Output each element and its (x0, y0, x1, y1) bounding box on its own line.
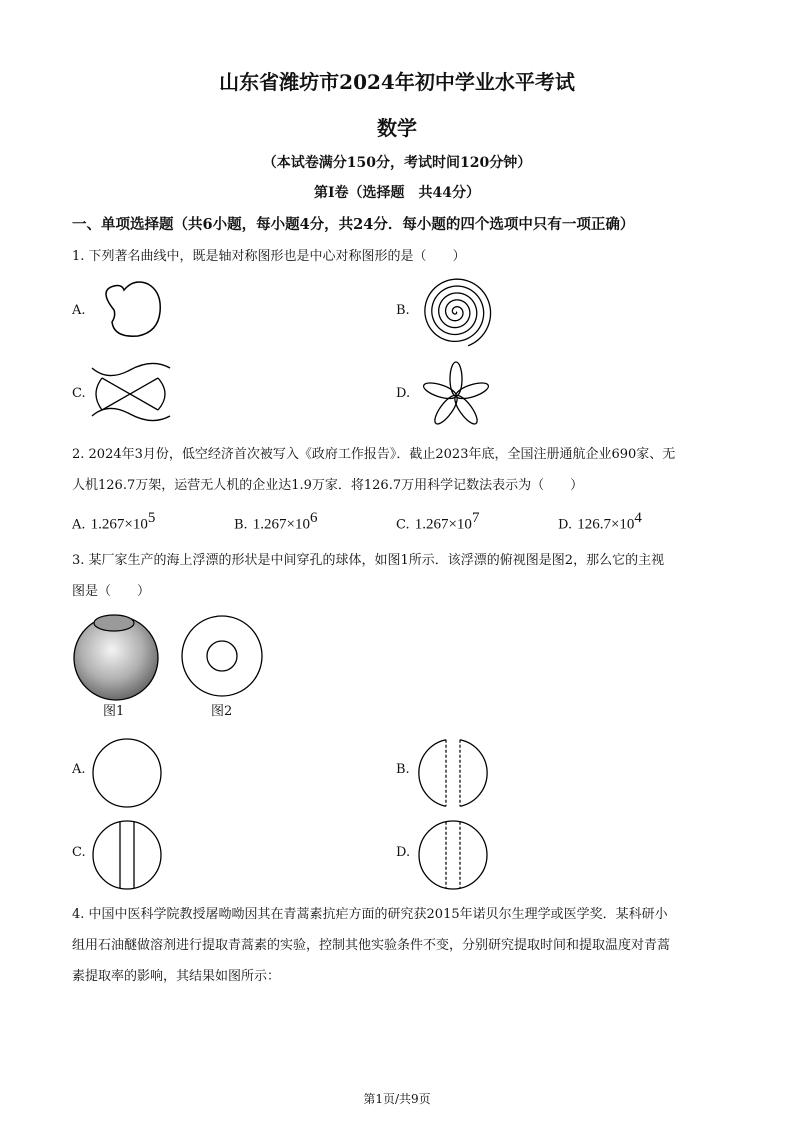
fig1-caption: 图1 (103, 704, 125, 719)
q2-option-b-exp: 6 (310, 510, 318, 526)
q2-option-d-exp: 4 (634, 510, 642, 526)
exam-note: （本试卷满分150分，考试时间120分钟） (262, 155, 532, 171)
q1-option-b-label[interactable]: B. (396, 303, 410, 318)
crossed-curves-icon (88, 360, 174, 424)
q4-line1: 4. 中国中医科学院教授屠呦呦因其在青蒿素抗疟方面的研究获2015年诺贝尔生理学或医学奖．某科研小 (72, 907, 668, 922)
q1-option-a-label[interactable]: A. (72, 303, 86, 318)
cardioid-icon (90, 270, 170, 350)
q2-option-a[interactable] (72, 510, 155, 533)
q2-option-c-exp: 7 (471, 510, 480, 526)
float-sphere-icon (72, 612, 162, 702)
q4-line3: 素提取率的影响，其结果如图所示： (72, 969, 281, 984)
q3-option-c-label[interactable]: C. (72, 845, 86, 860)
five-petal-rose-icon (416, 356, 496, 432)
q2-option-d[interactable] (558, 510, 642, 533)
q2-option-b-label: B. (234, 517, 248, 533)
q3-option-a-label[interactable]: A. (72, 762, 86, 777)
q2-line2: 人机126.7万架，运营无人机的企业达1.9万家．将126.7万用科学记数法表示为（ ） (72, 478, 584, 493)
page-footer: 第1页/共9页 (363, 1092, 431, 1106)
circle-solid-lines-icon (90, 818, 164, 892)
exam-title: 山东省潍坊市2024年初中学业水平考试 (219, 70, 575, 94)
circle-dashed-lines-icon (416, 818, 490, 892)
q2-option-a-label: A. (72, 517, 86, 533)
subject-title: 数学 (377, 116, 417, 140)
q4-line2: 组用石油醚做溶剂进行提取青蒿素的实验，控制其他实验条件不变，分别研究提取时间和提取温度对青蒿 (72, 938, 671, 953)
q1-option-d-label[interactable]: D. (396, 386, 411, 401)
q3-option-d-label[interactable]: D. (396, 845, 411, 860)
section-heading: 一、单项选择题（共6小题，每小题4分，共24分．每小题的四个选项中只有一项正确） (72, 216, 635, 233)
volume-title: 第Ⅰ卷（选择题 共44分） (313, 185, 481, 201)
fig2-caption: 图2 (211, 704, 233, 719)
q3-line2: 图是（ ） (72, 584, 151, 599)
q2-option-b[interactable] (234, 510, 318, 533)
q2-option-a-base: 1.267×10 (90, 516, 148, 533)
top-view-ring-icon (180, 614, 264, 698)
q2-option-c[interactable] (396, 510, 479, 533)
circle-dashed-gap-icon (416, 736, 490, 810)
q2-option-d-base: 126.7×10 (577, 516, 635, 533)
q1-stem: 1. 下列著名曲线中，既是轴对称图形也是中心对称图形的是（ ） (72, 249, 466, 264)
q2-option-c-base: 1.267×10 (414, 516, 472, 533)
plain-circle-icon (90, 736, 164, 810)
q1-option-c-label[interactable]: C. (72, 386, 86, 401)
q3-option-b-label[interactable]: B. (396, 762, 410, 777)
q2-option-d-label: D. (558, 517, 573, 533)
q2-option-b-base: 1.267×10 (252, 516, 310, 533)
q2-line1: 2. 2024年3月份，低空经济首次被写入《政府工作报告》．截止2023年底，全国注册通航企业690家、无 (72, 447, 676, 462)
spiral-icon (416, 272, 496, 352)
q3-line1: 3. 某厂家生产的海上浮漂的形状是中间穿孔的球体，如图1所示．该浮漂的俯视图是图2，那么它的主视 (72, 553, 665, 568)
q2-option-a-exp: 5 (147, 510, 156, 526)
q2-option-c-label: C. (396, 517, 410, 533)
